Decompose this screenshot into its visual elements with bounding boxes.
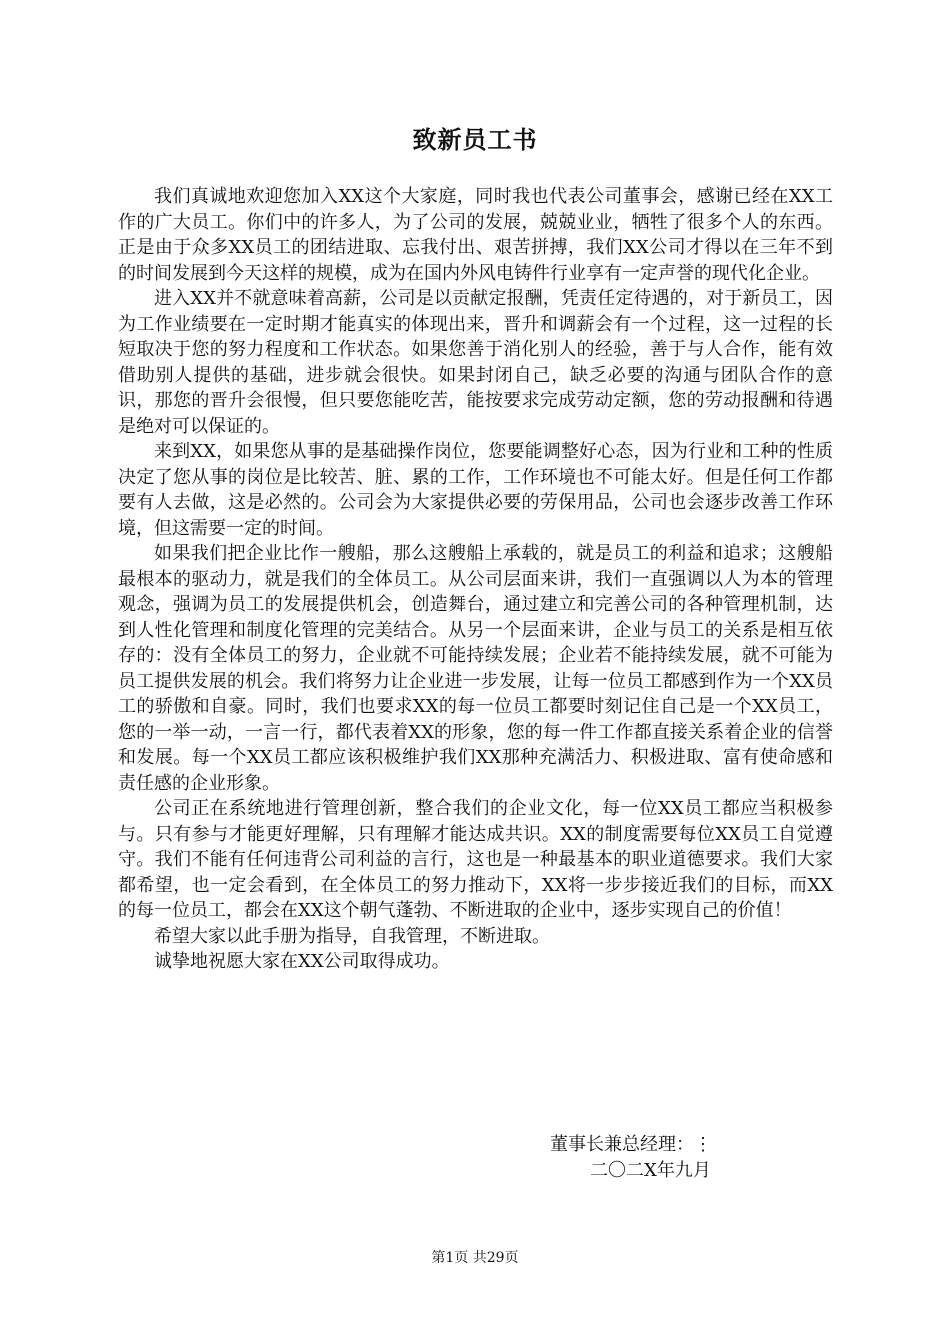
- signature-date: 二〇二X年九月: [590, 1160, 711, 1181]
- page-footer: 第1页 共29页: [431, 1250, 519, 1266]
- signature-block: [540, 1132, 840, 1184]
- signature-title: 董事长兼总经理：⋮: [550, 1134, 712, 1155]
- letter-body: [118, 184, 833, 975]
- document-title: 致新员工书: [412, 126, 538, 154]
- paragraph: 如果我们把企业比作一艘船，那么这艘船上承载的，就是员工的利益和追求；这艘船最根本的驱动力，就是我们的全体员工。从公司层面来讲，我们一直强调以人为本的管理观念，强调为员工的发展提供机会，创造舞台，通过建立和完善公司的各种管理机制，达到人性化管理和制度化管理的完美结合。从另一个层面来讲，企业与员工的关系是相互依存的：没有全体员工的努力，企业就不可能持续发展；企业若不能持续发展，就不可能为员工提供发展的机会。我们将努力让企业进一步发展，让每一位员工都感到作为一个XX员工的骄傲和自豪。同时，我们也要求XX的每一位员工都要时刻记住自己是一个XX员工，您的一举一动，一言一行，都代表着XX的形象，您的每一件工作都直接关系着企业的信誉和发展。每一个XX员工都应该积极维护我们XX那种充满活力、积极进取、富有使命感和责任感的企业形象。: [118, 543, 833, 794]
- paragraph: 我们真诚地欢迎您加入XX这个大家庭，同时我也代表公司董事会，感谢已经在XX工作的广大员工。你们中的许多人，为了公司的发展，兢兢业业，牺牲了很多个人的东西。正是由于众多XX员工的团结进取、忘我付出、艰苦拼搏，我们XX公司才得以在三年不到的时间发展到今天这样的规模，成为在国内外风电铸件行业享有一定声誉的现代化企业。: [118, 186, 833, 284]
- paragraph: 公司正在系统地进行管理创新，整合我们的企业文化，每一位XX员工都应当积极参与。只有参与才能更好理解，只有理解才能达成共识。XX的制度需要每位XX员工自觉遵守。我们不能有任何违背公司利益的言行，这也是一种最基本的职业道德要求。我们大家都希望，也一定会看到，在全体员工的努力推动下，XX将一步步接近我们的目标，而XX的每一位员工，都会在XX这个朝气蓬勃、不断进取的企业中，逐步实现自己的价值！: [118, 798, 833, 921]
- paragraph: 来到XX，如果您从事的是基础操作岗位，您要能调整好心态，因为行业和工种的性质决定了您从事的岗位是比较苦、脏、累的工作，工作环境也不可能太好。但是任何工作都要有人去做，这是必然的。公司会为大家提供必要的劳保用品，公司也会逐步改善工作环境，但这需要一定的时间。: [118, 441, 833, 539]
- paragraph: 进入XX并不就意味着高薪，公司是以贡献定报酬，凭责任定待遇的，对于新员工，因为工作业绩要在一定时期才能真实的体现出来，晋升和调薪会有一个过程，这一过程的长短取决于您的努力程度和工作状态。如果您善于消化别人的经验，善于与人合作，能有效借助别人提供的基础，进步就会很快。如果封闭自己，缺乏必要的沟通与团队合作的意识，那您的晋升会很慢，但只要您能吃苦，能按要求完成劳动定额，您的劳动报酬和待遇是绝对可以保证的。: [118, 288, 833, 437]
- paragraph: 诚挚地祝愿大家在XX公司取得成功。: [154, 951, 450, 972]
- paragraph: 希望大家以此手册为指导，自我管理，不断进取。: [154, 925, 550, 947]
